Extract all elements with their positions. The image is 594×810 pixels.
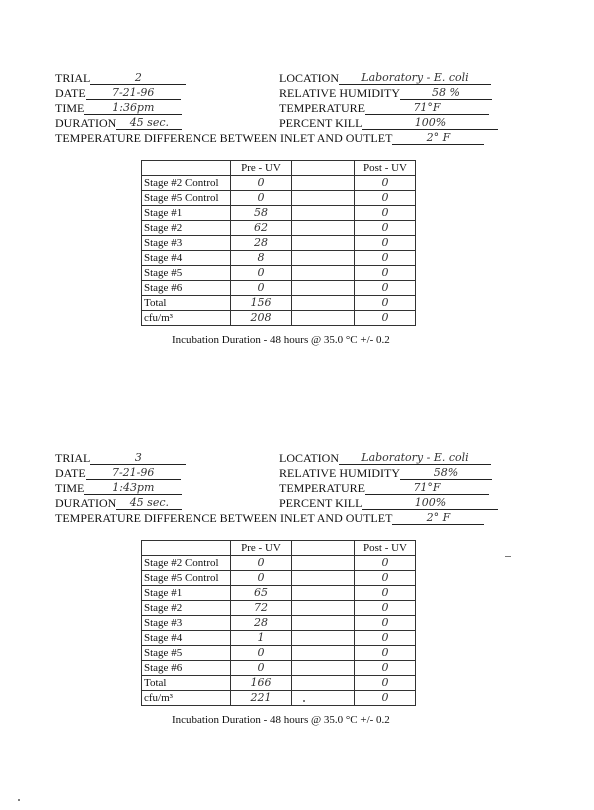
date-field [55,86,181,100]
stage-name: cfu/m³ [142,311,231,326]
spacer-header [292,541,355,556]
post-uv-value: 0 [355,251,416,266]
results-table [141,160,416,326]
table-row [142,601,416,616]
post-uv-value: 0 [355,296,416,311]
post-uv-value: 0 [355,236,416,251]
percent-kill-label: PERCENT KILL [279,116,363,130]
temp-diff-field [55,511,484,525]
percent-kill-field [279,496,498,510]
percent-kill-value: 100% [362,116,498,130]
humidity-field [279,466,492,480]
trial-label: TRIAL [55,451,91,465]
scan-speck [18,799,20,801]
stage-name: Total [142,296,231,311]
table-row [142,556,416,571]
duration-value: 45 sec. [116,116,182,130]
pre-uv-value: 0 [231,646,292,661]
post-uv-value: 0 [355,586,416,601]
percent-kill-field [279,116,498,130]
pre-uv-header: Pre - UV [231,161,292,176]
date-label: DATE [55,86,86,100]
humidity-label: RELATIVE HUMIDITY [279,86,400,100]
pre-uv-value: 62 [231,221,292,236]
table-row [142,191,416,206]
temperature-value: 71°F [365,101,489,115]
temp-diff-value: 2° F [392,131,484,145]
pre-uv-value: 0 [231,556,292,571]
post-uv-header: Post - UV [355,161,416,176]
pre-uv-value: 0 [231,176,292,191]
humidity-field [279,86,492,100]
stage-name: Total [142,676,231,691]
stage-name: Stage #4 [142,251,231,266]
post-uv-value: 0 [355,661,416,676]
post-uv-value: 0 [355,266,416,281]
table-row [142,206,416,221]
table-row [142,221,416,236]
time-value: 1:43pm [84,481,182,495]
pre-uv-value: 156 [231,296,292,311]
location-field [279,71,491,85]
stage-name: Stage #3 [142,616,231,631]
duration-value: 45 sec. [116,496,182,510]
stage-header [142,161,231,176]
time-label: TIME [55,481,85,495]
spacer-header [292,161,355,176]
post-uv-value: 0 [355,191,416,206]
post-uv-value: 0 [355,646,416,661]
humidity-label: RELATIVE HUMIDITY [279,466,400,480]
duration-field [55,496,182,510]
table-row [142,251,416,266]
trial-field [55,71,186,85]
trial-value: 2 [90,71,186,85]
post-uv-value: 0 [355,206,416,221]
scan-mark [505,556,511,557]
pre-uv-value: 0 [231,191,292,206]
pre-uv-value: 28 [231,236,292,251]
stage-name: Stage #5 Control [142,191,231,206]
pre-uv-value: 166 [231,676,292,691]
date-value: 7-21-96 [86,86,181,100]
trial-label: TRIAL [55,71,91,85]
stage-name: Stage #6 [142,661,231,676]
pre-uv-value: 58 [231,206,292,221]
time-field [55,101,182,115]
table-row [142,676,416,691]
date-label: DATE [55,466,86,480]
post-uv-value: 0 [355,556,416,571]
temperature-label: TEMPERATURE [279,481,366,495]
percent-kill-value: 100% [362,496,498,510]
table-row [142,616,416,631]
table-row [142,661,416,676]
humidity-value: 58 % [400,86,492,100]
stage-name: Stage #6 [142,281,231,296]
table-row [142,281,416,296]
pre-uv-value: 0 [231,266,292,281]
temperature-value: 71°F [365,481,489,495]
pre-uv-value: 28 [231,616,292,631]
results-table [141,540,416,706]
stage-name: Stage #3 [142,236,231,251]
table-row [142,266,416,281]
time-field [55,481,182,495]
temp-diff-value: 2° F [392,511,484,525]
table-row [142,571,416,586]
location-value: Laboratory - E. coli [339,451,491,465]
post-uv-value: 0 [355,176,416,191]
post-uv-value: 0 [355,221,416,236]
stage-name: Stage #2 [142,221,231,236]
post-uv-value: 0 [355,601,416,616]
incubation-caption: Incubation Duration - 48 hours @ 35.0 °C +/- 0.2 [172,714,390,726]
stage-name: cfu/m³ [142,691,231,706]
location-label: LOCATION [279,71,339,85]
table-row [142,311,416,326]
time-label: TIME [55,101,85,115]
table-row [142,691,416,706]
stage-name: Stage #5 [142,266,231,281]
scan-speck [303,700,305,702]
table-row [142,176,416,191]
temp-diff-label: TEMPERATURE DIFFERENCE BETWEEN INLET AND OUTLET [55,511,393,525]
pre-uv-value: 0 [231,661,292,676]
pre-uv-value: 0 [231,281,292,296]
table-header-row [142,541,416,556]
stage-name: Stage #2 Control [142,556,231,571]
duration-label: DURATION [55,116,117,130]
pre-uv-value: 65 [231,586,292,601]
temp-diff-label: TEMPERATURE DIFFERENCE BETWEEN INLET AND OUTLET [55,131,393,145]
percent-kill-label: PERCENT KILL [279,496,363,510]
trial-field [55,451,186,465]
table-row [142,236,416,251]
stage-header [142,541,231,556]
stage-name: Stage #1 [142,206,231,221]
pre-uv-value: 1 [231,631,292,646]
pre-uv-value: 8 [231,251,292,266]
pre-uv-value: 208 [231,311,292,326]
post-uv-value: 0 [355,691,416,706]
stage-name: Stage #1 [142,586,231,601]
humidity-value: 58% [400,466,492,480]
time-value: 1:36pm [84,101,182,115]
trial-value: 3 [90,451,186,465]
date-field [55,466,181,480]
pre-uv-value: 221 [231,691,292,706]
duration-field [55,116,182,130]
post-uv-value: 0 [355,676,416,691]
stage-name: Stage #2 Control [142,176,231,191]
table-row [142,586,416,601]
post-uv-value: 0 [355,616,416,631]
post-uv-header: Post - UV [355,541,416,556]
date-value: 7-21-96 [86,466,181,480]
temp-diff-field [55,131,484,145]
temperature-field [279,101,489,115]
table-row [142,646,416,661]
table-header-row [142,161,416,176]
stage-name: Stage #2 [142,601,231,616]
location-value: Laboratory - E. coli [339,71,491,85]
post-uv-value: 0 [355,281,416,296]
stage-name: Stage #4 [142,631,231,646]
post-uv-value: 0 [355,311,416,326]
location-label: LOCATION [279,451,339,465]
pre-uv-value: 72 [231,601,292,616]
table-row [142,631,416,646]
post-uv-value: 0 [355,631,416,646]
temperature-label: TEMPERATURE [279,101,366,115]
pre-uv-header: Pre - UV [231,541,292,556]
pre-uv-value: 0 [231,571,292,586]
temperature-field [279,481,489,495]
location-field [279,451,491,465]
incubation-caption: Incubation Duration - 48 hours @ 35.0 °C +/- 0.2 [172,334,390,346]
duration-label: DURATION [55,496,117,510]
stage-name: Stage #5 [142,646,231,661]
stage-name: Stage #5 Control [142,571,231,586]
table-row [142,296,416,311]
post-uv-value: 0 [355,571,416,586]
